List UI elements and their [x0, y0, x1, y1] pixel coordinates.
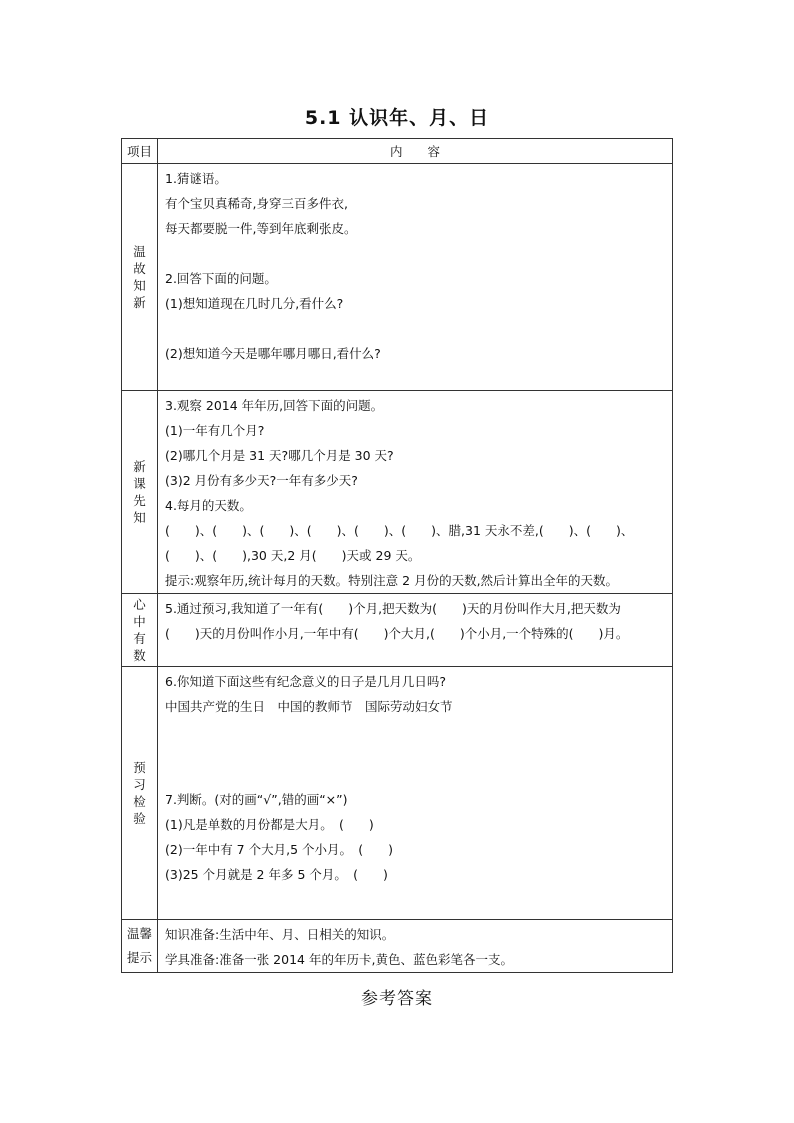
study-guide-table [121, 138, 673, 973]
riddle-line: 有个宝贝真稀奇,身穿三百多件衣, [165, 196, 348, 211]
judgment-item: (2)一年中有 7 个大月,5 个小月。 ( ) [165, 842, 394, 857]
question-text: (1)想知道现在几时几分,看什么? [165, 296, 344, 311]
section-content-heart [158, 594, 673, 667]
table-header-row [122, 139, 673, 164]
section-label-review: 温 故 知 新 [122, 164, 158, 391]
question-text: 4.每月的天数。 [165, 498, 252, 513]
section-label-preview: 预 习 检 验 [122, 667, 158, 920]
header-content: 内 容 [158, 139, 673, 164]
question-text: 2.回答下面的问题。 [165, 271, 277, 286]
question-text: 1.猜谜语。 [165, 171, 227, 186]
holiday-list: 中国共产党的生日 中国的教师节 国际劳动妇女节 [165, 699, 453, 714]
section-review [122, 164, 673, 391]
section-preview [122, 667, 673, 920]
section-newlesson [122, 391, 673, 594]
section-label-heart: 心 中 有 数 [122, 594, 158, 667]
fill-blank-line: 5.通过预习,我知道了一年有( )个月,把天数为( )天的月份叫作大月,把天数为 [165, 601, 621, 616]
tip-text: 知识准备:生活中年、月、日相关的知识。 [165, 927, 395, 942]
question-text: (2)哪几个月是 31 天?哪几个月是 30 天? [165, 448, 394, 463]
riddle-line: 每天都要脱一件,等到年底剩张皮。 [165, 221, 357, 236]
fill-blank-line: ( )、( )、( )、( )、( )、( )、腊,31 天永不差,( )、( )、 [165, 523, 634, 538]
question-text: 7.判断。(对的画“√”,错的画“×”) [165, 792, 348, 807]
section-tips [122, 920, 673, 973]
question-text: 3.观察 2014 年年历,回答下面的问题。 [165, 398, 384, 413]
section-label-tips: 温馨 提示 [122, 920, 158, 973]
hint-text: 提示:观察年历,统计每月的天数。特别注意 2 月份的天数,然后计算出全年的天数。 [165, 573, 619, 588]
page-title: 5.1 认识年、月、日 [304, 107, 490, 129]
section-label-newlesson: 新 课 先 知 [122, 391, 158, 594]
question-text: (1)一年有几个月? [165, 423, 265, 438]
header-item: 项目 [122, 139, 158, 164]
section-content-tips [158, 920, 673, 973]
question-text: (2)想知道今天是哪年哪月哪日,看什么? [165, 346, 381, 361]
question-text: 6.你知道下面这些有纪念意义的日子是几月几日吗? [165, 674, 447, 689]
fill-blank-line: ( )天的月份叫作小月,一年中有( )个大月,( )个小月,一个特殊的( )月。 [165, 626, 629, 641]
tip-text: 学具准备:准备一张 2014 年的年历卡,黄色、蓝色彩笔各一支。 [165, 952, 513, 967]
judgment-item: (3)25 个月就是 2 年多 5 个月。 ( ) [165, 867, 388, 882]
answer-title: 参考答案 [361, 989, 433, 1009]
judgment-item: (1)凡是单数的月份都是大月。 ( ) [165, 817, 374, 832]
section-content-preview [158, 667, 673, 920]
fill-blank-line: ( )、( ),30 天,2 月( )天或 29 天。 [165, 548, 421, 563]
section-heart [122, 594, 673, 667]
section-content-newlesson [158, 391, 673, 594]
question-text: (3)2 月份有多少天?一年有多少天? [165, 473, 358, 488]
section-content-review [158, 164, 673, 391]
